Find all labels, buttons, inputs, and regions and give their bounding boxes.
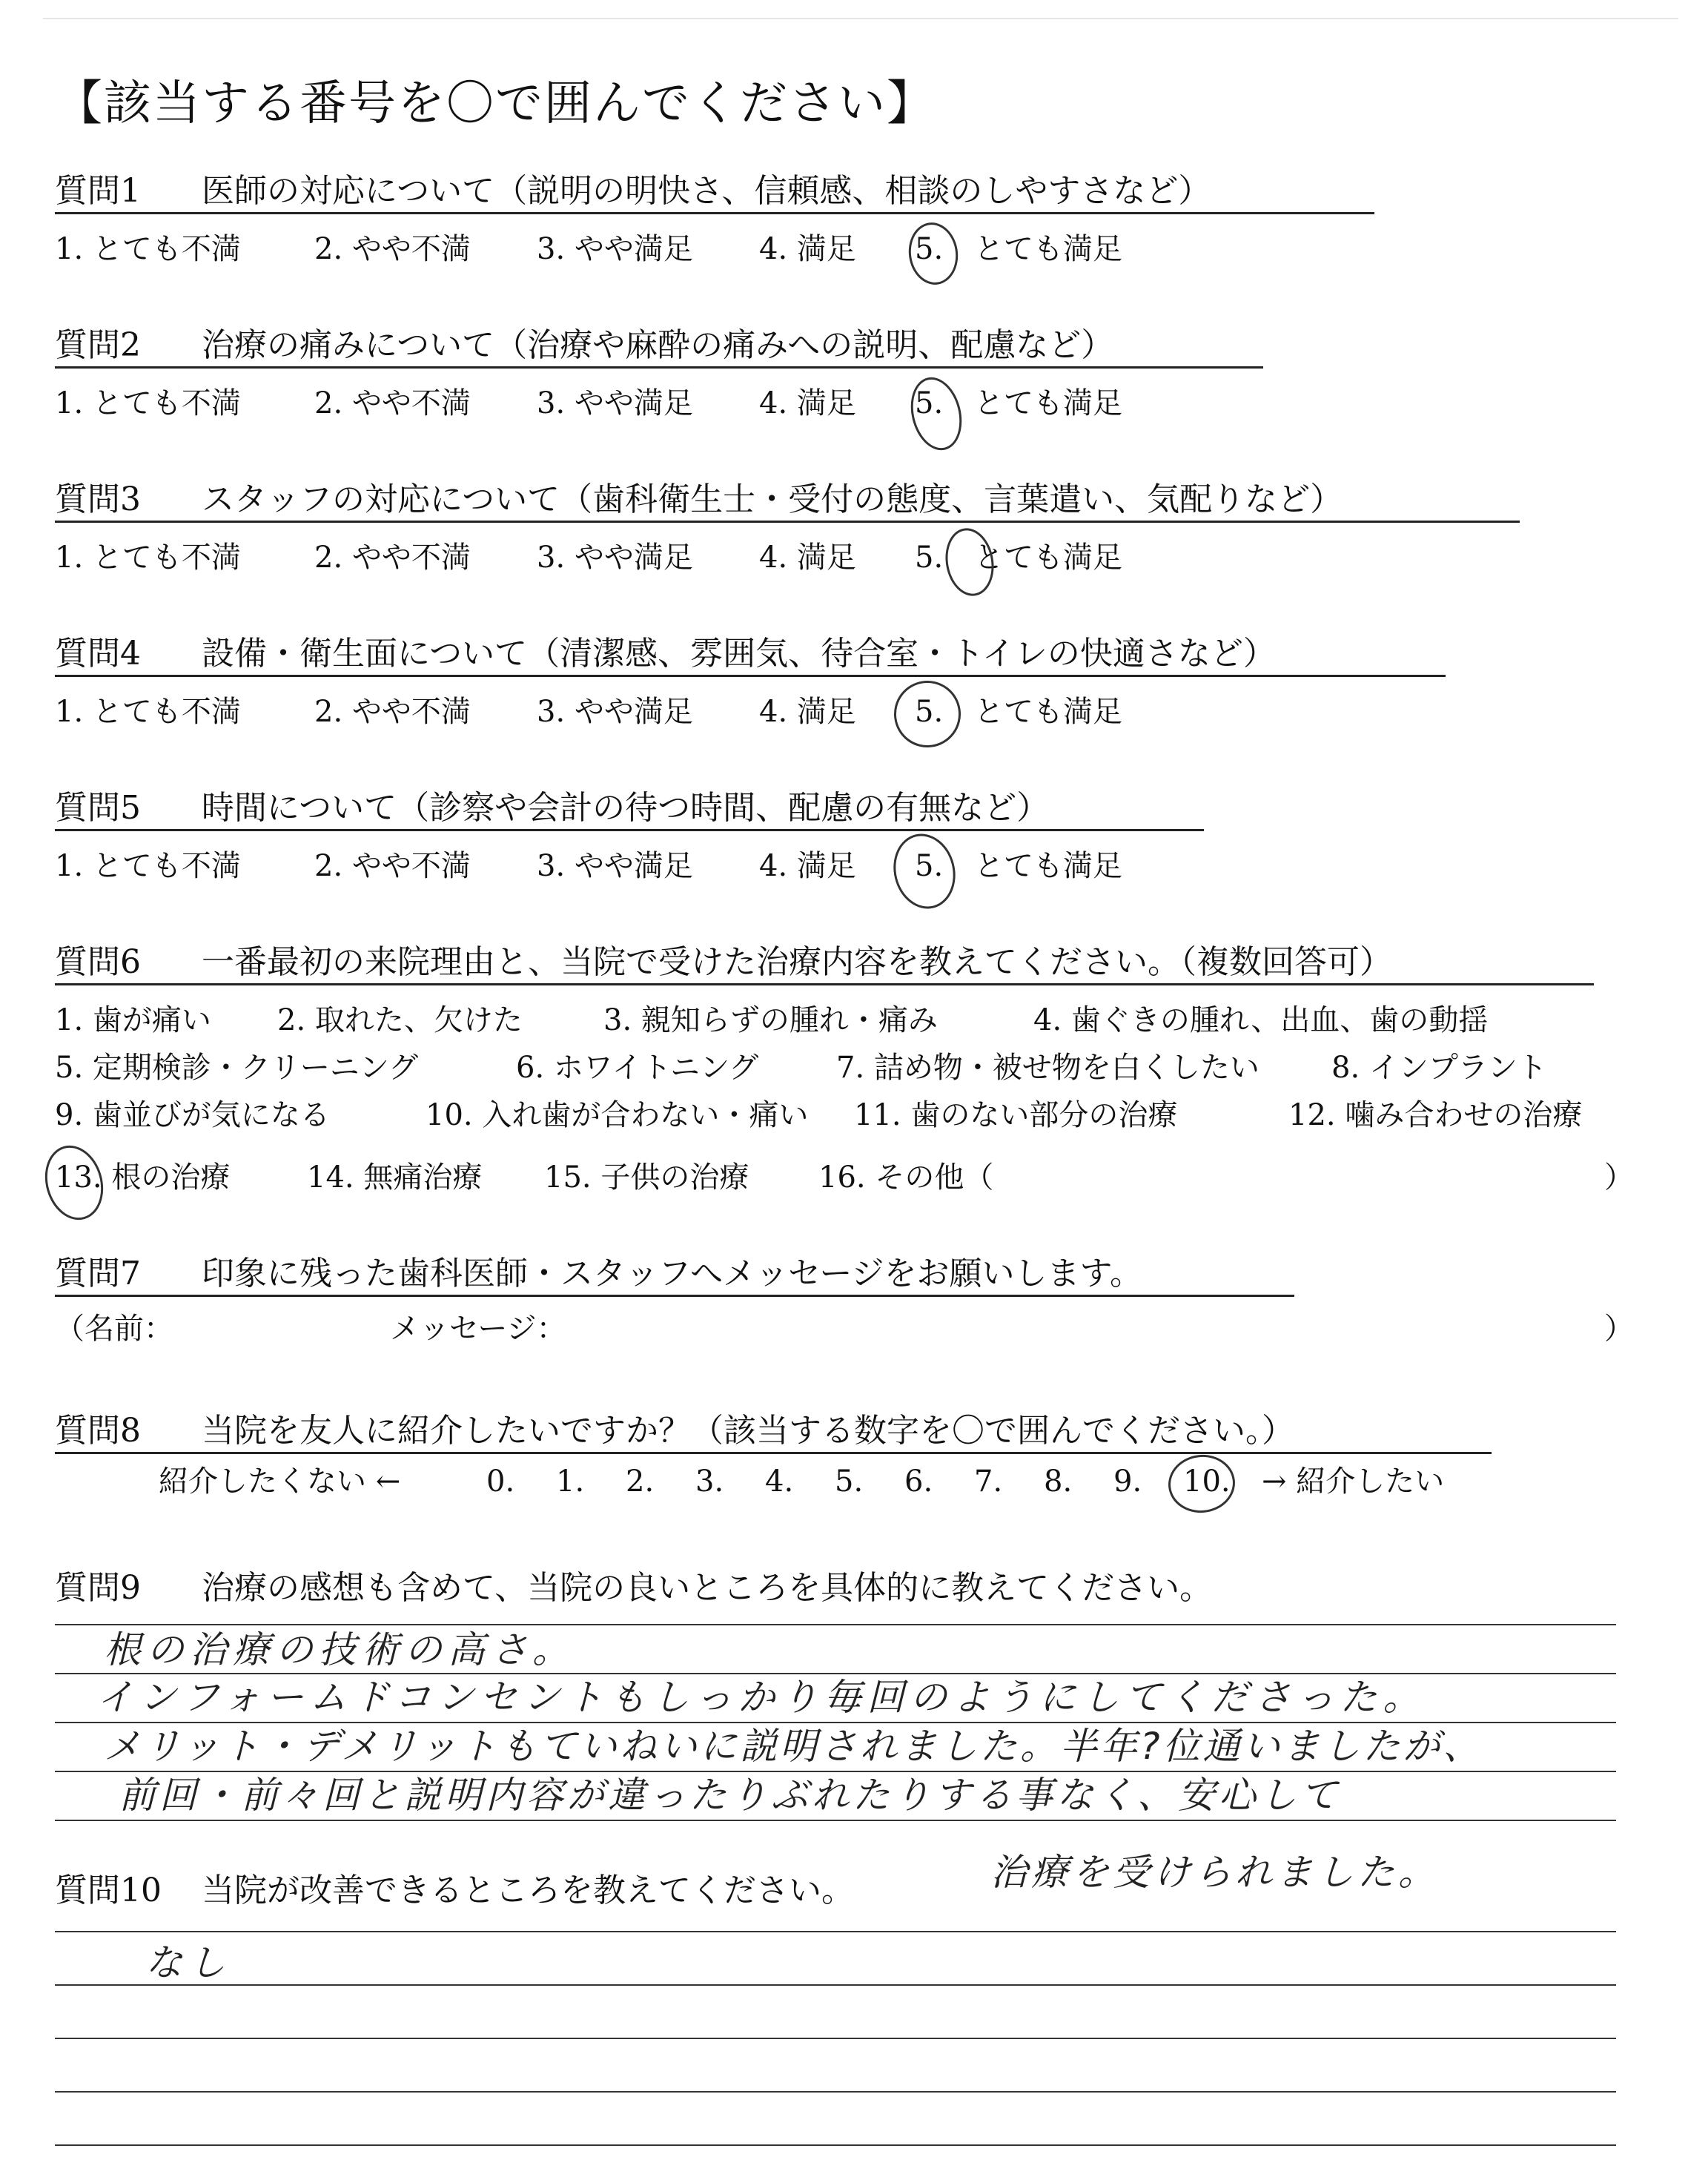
q10-answer-text: なし xyxy=(145,1941,231,1984)
q2-option-2[interactable]: 2. やや不満 xyxy=(314,386,471,420)
q3-option-1[interactable]: 1. とても不満 xyxy=(55,541,241,575)
q6-option-15[interactable]: 15. 子供の治療 xyxy=(544,1160,749,1195)
q1-selected-circle xyxy=(904,219,961,288)
q4-text: 設備・衛生面について（清潔感、雰囲気、待合室・トイレの快適さなど） xyxy=(202,635,1276,673)
q1-heading xyxy=(55,172,1211,210)
q6-option-16-close: ） xyxy=(1604,1160,1634,1195)
q8-option-6[interactable]: 6. xyxy=(904,1464,933,1499)
q5-underline xyxy=(55,829,1204,831)
q5-option-2[interactable]: 2. やや不満 xyxy=(314,849,471,883)
q6-option-1[interactable]: 1. 歯が痛い xyxy=(55,1003,211,1037)
q1-underline xyxy=(55,212,1374,214)
q9-answer-line-3 xyxy=(55,1722,1616,1723)
q6-option-12[interactable]: 12. 噛み合わせの治療 xyxy=(1288,1098,1583,1132)
q6-text: 一番最初の来院理由と、当院で受けた治療内容を教えてください。（複数回答可） xyxy=(202,943,1392,981)
q3-option-2[interactable]: 2. やや不満 xyxy=(314,541,471,575)
q8-option-1[interactable]: 1. xyxy=(556,1464,585,1499)
q5-heading xyxy=(55,789,1050,827)
q2-heading xyxy=(55,326,1114,364)
q6-option-13[interactable]: 13. 根の治療 xyxy=(55,1160,231,1195)
page-top-edge xyxy=(43,18,1678,19)
q5-option-1[interactable]: 1. とても不満 xyxy=(55,849,241,883)
q1-option-5-label: とても満足 xyxy=(974,232,1122,266)
q8-text: 当院を友人に紹介したいですか？（該当する数字を〇で囲んでください。） xyxy=(202,1412,1294,1450)
q8-right-label: → 紹介したい xyxy=(1262,1464,1445,1499)
q2-option-4[interactable]: 4. 満足 xyxy=(759,386,856,420)
q8-underline xyxy=(55,1452,1492,1454)
q6-option-16[interactable]: 16. その他（ xyxy=(818,1160,994,1195)
q6-option-2[interactable]: 2. 取れた、欠けた xyxy=(277,1003,523,1037)
q9-answer-text-5: 治療を受けられました。 xyxy=(990,1851,1439,1894)
q4-heading xyxy=(55,635,1276,673)
q1-option-2[interactable]: 2. やや不満 xyxy=(314,232,471,266)
q9-answer-text-2: インフォームドコンセントもしっかり毎回のようにしてくださった。 xyxy=(96,1676,1426,1719)
q9-answer-text-3: メリット・デメリットもていねいに説明されました。半年?位通いましたが、 xyxy=(104,1725,1483,1768)
q6-selected-circle xyxy=(36,1139,111,1227)
q10-text: 当院が改善できるところを教えてください。 xyxy=(202,1872,854,1909)
q10-label: 質問10 xyxy=(55,1872,162,1909)
q8-option-9[interactable]: 9. xyxy=(1113,1464,1142,1499)
q2-label: 質問2 xyxy=(55,326,141,364)
q1-option-5[interactable]: 5. xyxy=(915,232,944,266)
q6-label: 質問6 xyxy=(55,943,141,981)
q4-option-5[interactable]: 5. xyxy=(915,695,944,729)
q8-option-10[interactable]: 10. xyxy=(1183,1464,1231,1499)
q2-option-3[interactable]: 3. やや満足 xyxy=(537,386,693,420)
q5-option-3[interactable]: 3. やや満足 xyxy=(537,849,693,883)
q3-label: 質問3 xyxy=(55,480,141,518)
q7-message-label: メッセージ： xyxy=(390,1312,566,1346)
q6-option-10[interactable]: 10. 入れ歯が合わない・痛い xyxy=(426,1098,809,1132)
q8-option-2[interactable]: 2. xyxy=(626,1464,655,1499)
q10-answer-line-2 xyxy=(55,1984,1616,1986)
q6-option-11[interactable]: 11. 歯のない部分の治療 xyxy=(854,1098,1178,1132)
q4-option-1[interactable]: 1. とても不満 xyxy=(55,695,241,729)
q9-answer-text-4: 前回・前々回と説明内容が違ったりぶれたりする事なく、安心して xyxy=(119,1774,1341,1817)
q7-underline xyxy=(55,1295,1294,1297)
q4-underline xyxy=(55,675,1446,677)
q8-label: 質問8 xyxy=(55,1412,141,1450)
q7-heading xyxy=(55,1255,1142,1292)
q6-option-6[interactable]: 6. ホワイトニング xyxy=(516,1051,759,1085)
q4-selected-circle xyxy=(890,676,965,752)
q6-option-3[interactable]: 3. 親知らずの腫れ・痛み xyxy=(603,1003,938,1037)
q7-name-label: （名前： xyxy=(55,1312,173,1346)
q8-option-5[interactable]: 5. xyxy=(835,1464,864,1499)
q2-underline xyxy=(55,366,1263,369)
q6-option-5[interactable]: 5. 定期検診・クリーニング xyxy=(55,1051,419,1085)
q6-option-9[interactable]: 9. 歯並びが気になる xyxy=(55,1098,330,1132)
q9-answer-line-4 xyxy=(55,1771,1616,1772)
q9-text: 治療の感想も含めて、当院の良いところを具体的に教えてください。 xyxy=(202,1569,1213,1607)
q3-option-4[interactable]: 4. 満足 xyxy=(759,541,856,575)
q4-option-4[interactable]: 4. 満足 xyxy=(759,695,856,729)
q10-answer-line-4 xyxy=(55,2091,1616,2093)
q3-option-3[interactable]: 3. やや満足 xyxy=(537,541,693,575)
q5-text: 時間について（診察や会計の待つ時間、配慮の有無など） xyxy=(202,789,1050,827)
q8-option-8[interactable]: 8. xyxy=(1044,1464,1073,1499)
q4-label: 質問4 xyxy=(55,635,141,673)
q9-label: 質問9 xyxy=(55,1569,141,1607)
q10-heading xyxy=(55,1872,854,1909)
q8-option-0[interactable]: 0. xyxy=(486,1464,515,1499)
q9-answer-line-1 xyxy=(55,1624,1616,1625)
q8-option-7[interactable]: 7. xyxy=(974,1464,1003,1499)
q1-label: 質問1 xyxy=(55,172,141,210)
q5-option-4[interactable]: 4. 満足 xyxy=(759,849,856,883)
q1-option-4[interactable]: 4. 満足 xyxy=(759,232,856,266)
q4-option-3[interactable]: 3. やや満足 xyxy=(537,695,693,729)
q8-left-label: 紹介したくない ← xyxy=(159,1464,401,1499)
q5-label: 質問5 xyxy=(55,789,141,827)
q1-option-3[interactable]: 3. やや満足 xyxy=(537,232,693,266)
q3-text: スタッフの対応について（歯科衛生士・受付の態度、言葉遣い、気配りなど） xyxy=(202,480,1343,518)
q6-option-8[interactable]: 8. インプラント xyxy=(1331,1051,1547,1085)
q6-option-4[interactable]: 4. 歯ぐきの腫れ、出血、歯の動揺 xyxy=(1033,1003,1489,1037)
q2-option-5-label: とても満足 xyxy=(974,386,1122,420)
q4-option-2[interactable]: 2. やや不満 xyxy=(314,695,471,729)
q5-option-5-label: とても満足 xyxy=(974,849,1122,883)
q6-underline xyxy=(55,983,1594,985)
q5-selected-circle xyxy=(886,828,963,916)
q5-option-5[interactable]: 5. xyxy=(915,849,944,883)
q1-option-1[interactable]: 1. とても不満 xyxy=(55,232,241,266)
q8-option-4[interactable]: 4. xyxy=(765,1464,794,1499)
q6-option-14[interactable]: 14. 無痛治療 xyxy=(307,1160,483,1195)
q7-text: 印象に残った歯科医師・スタッフへメッセージをお願いします。 xyxy=(202,1255,1142,1292)
q1-text: 医師の対応について（説明の明快さ、信頼感、相談のしやすさなど） xyxy=(202,172,1211,210)
q2-option-5[interactable]: 5. xyxy=(915,386,944,420)
q9-answer-text-1: 根の治療の技術の高さ。 xyxy=(104,1628,575,1671)
q3-underline xyxy=(55,521,1520,523)
q6-heading xyxy=(55,943,1392,981)
q8-option-3[interactable]: 3. xyxy=(695,1464,724,1499)
q10-answer-line-3 xyxy=(55,2038,1616,2039)
q8-heading xyxy=(55,1412,1294,1450)
q9-heading xyxy=(55,1569,1213,1607)
q3-heading xyxy=(55,480,1343,518)
q4-option-5-label: とても満足 xyxy=(974,695,1122,729)
q9-answer-line-2 xyxy=(55,1673,1616,1674)
q7-close: ） xyxy=(1604,1312,1634,1346)
q10-answer-line-1 xyxy=(55,1931,1616,1932)
q3-option-5-label: とても満足 xyxy=(974,541,1122,575)
q3-option-5[interactable]: 5. xyxy=(915,541,944,575)
page-title: 【該当する番号を〇で囲んでください】 xyxy=(55,76,936,131)
q2-text: 治療の痛みについて（治療や麻酔の痛みへの説明、配慮など） xyxy=(202,326,1114,364)
q8-selected-circle xyxy=(1165,1452,1238,1516)
q6-option-7[interactable]: 7. 詰め物・被せ物を白くしたい xyxy=(836,1051,1260,1085)
q10-answer-line-5 xyxy=(55,2144,1616,2146)
q2-option-1[interactable]: 1. とても不満 xyxy=(55,386,241,420)
q3-selected-circle xyxy=(940,524,999,600)
q2-selected-circle xyxy=(904,372,969,456)
q7-label: 質問7 xyxy=(55,1255,141,1292)
q9-answer-line-5 xyxy=(55,1820,1616,1821)
